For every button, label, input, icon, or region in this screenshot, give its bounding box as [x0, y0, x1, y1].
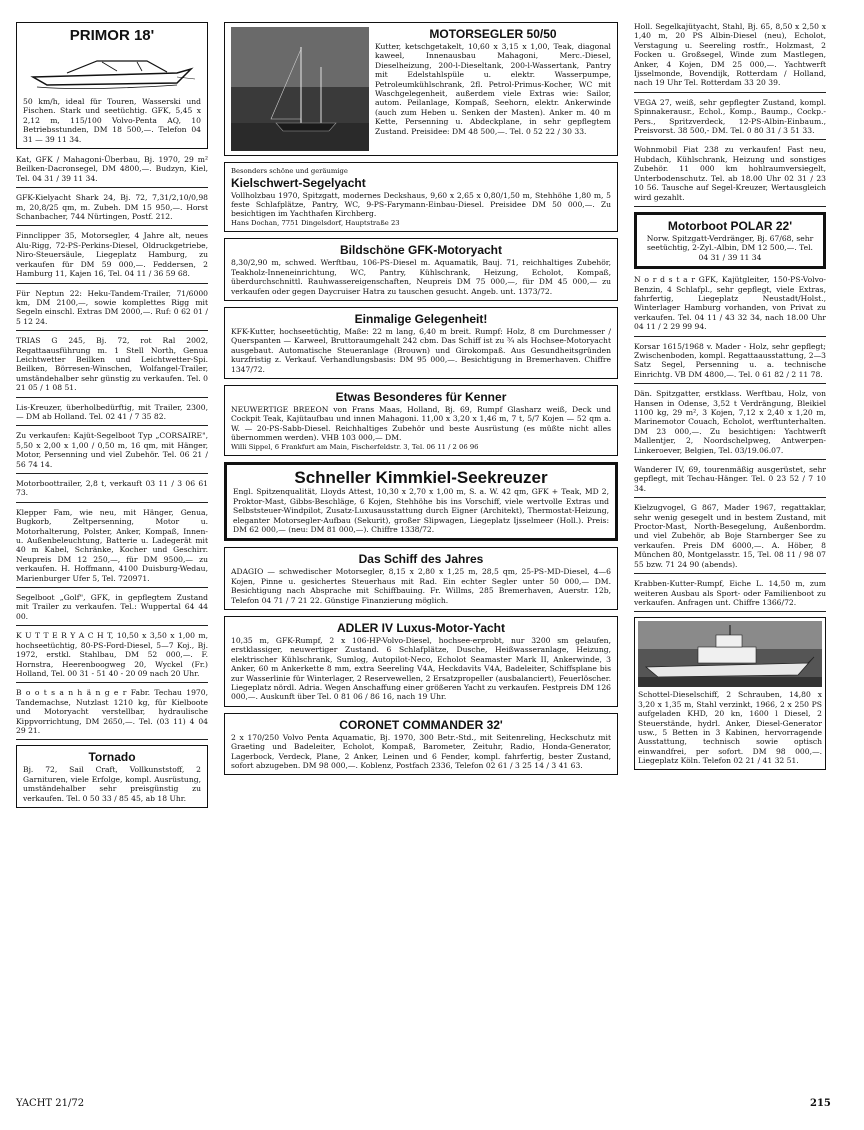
etwas-besonderes-title: Etwas Besonderes für Kenner [335, 390, 507, 405]
polar-ad [634, 212, 826, 269]
tornado-text: Bj. 72, Sail Craft, Vollkunststoff, 2 Garnituren, viele Erfolge, kompl. Ausrüstung, umständehalber sehr preisgünstig zu verkaufen. Tel. 0 50 33 / 85 45, ab 18 Uhr. [23, 765, 201, 803]
adler-text: 10,35 m, GFK-Rumpf, 2 x 106-HP-Volvo-Diesel, hochsee-erprobt, nur 3200 sm gelaufen, erstklassiger, neuwertiger Zustand. 6 Schlafplätze, Dusche, Heißwasseranlage, Heizung, elektrischer Kühlschrank, Sumlog, Autopilot-Neco, Echolot Seamaster Mark II, Ankerwinde, 3 Anker, 60 m Ankerkette 8 mm, extra Seereling V4A, Heckdavits V4A, Badeleiter, Schiffsplane bis zur Wasserlinie für Winterlager, 2 Reservewellen, 2 Ersatzpropeller (ausbalanciert), Feuerlöscher. Liegeplatz nördl. Adria. Wegen Anschaffung einer größeren Yacht zu verkaufen. Festpreis DM 126 000,—. Auskunft über Tel. 0 81 06 / 86 16, nach 19 Uhr. [231, 635, 611, 702]
etwas-besonderes-ad [224, 385, 618, 456]
classified-ad: Kielzugvogel, G 867, Mader 1967, regattaklar, sehr wenig gesegelt und in bestem Zustand, mit Proctor-Mast, North-Besegelung, Außenbordm. und viel Zubehör, ab Boje Starnberger See zu verkaufen. Preis DM 6000,—. A. Höber, 8 München 80, Montgelasstr. 15, Tel. 08 11 / 98 07 55 bzw. 71 24 90 (abends). [634, 503, 826, 574]
bildschoene-text: 8,30/2,90 m, schwed. Werftbau, 106-PS-Diesel m. Aquamatik, Bauj. 71, reichhaltiges Zubehör, Teakholz-Inneneinrichtung, WC, Pantry, Kühlschrank, Heizung, Echolot, Kompaß, überdurchschnittl. Rauhwassereigenschaften, Neupreis DM 75 000,—, für DM 45 000,— zu verkaufen oder gegen Daycruiser Hatra zu tauschen gesucht. Angeb. unt. 1373/72. [231, 258, 611, 296]
left-column [16, 22, 208, 814]
einmalige-title: Einmalige Gelegenheit! [354, 312, 488, 327]
tornado-title: Tornado [88, 750, 136, 765]
kimmkiel-ad [224, 462, 618, 541]
polar-title: Motorboot POLAR 22' [667, 218, 793, 233]
einmalige-ad [224, 307, 618, 379]
adler-title: ADLER IV Luxus-Motor-Yacht [336, 620, 505, 635]
schiff-des-jahres-text: ADAGIO — schwedischer Motorsegler, 8,15 x 2,80 x 1,25 m, 28,5 qm, 25-PS-MD-Diesel, 4—6 Kojen, Pinne u. gesichertes Steuerhaus mit Rad. Ein echter Segler unter 50 000,— DM. Besichtigung nach Absprache mit Schiffbauing. Fr. Willms, 285 Bremerhaven, Auerstr. 12b, Telefon 04 71 / 7 21 22. Günstige Finanzierung möglich. [231, 567, 611, 605]
classified-ad: Zu verkaufen: Kajüt-Segelboot Typ „CORSAIRE", 5,50 x 2,00 x 1,00 / 0,50 m, 16 qm, mit Hänger, Motor, Persenning und viel Zubehör. Tel. 06 21 / 56 74 14. [16, 431, 208, 474]
kielschwert-pretitle: Besonders schöne und geräumige [231, 167, 348, 175]
classified-ad: GFK-Kielyacht Shark 24, Bj. 72, 7,31/2,10/0,98 m, 20,8/25 qm, m. Zubeh. DM 15 950,—. Horst Schanbacher, 744 Nürtingen, Postf. 212. [16, 193, 208, 226]
motorship-photo [638, 621, 822, 687]
classified-ad: Wanderer IV, 69, tourenmäßig ausgerüstet, sehr gepflegt, mit Techau-Hänger. Tel. 0 23 52 / 7 10 34. [634, 465, 826, 498]
primor-ad [16, 22, 208, 149]
classified-ad: B o o t s a n h ä n g e r Fabr. Techau 1970, Tandemachse, Nutzlast 1210 kg, für Kielboote und Motoryacht verstellbar, hydraulische Kippvorrichtung, DM 2650,—. Tel. (03 11) 4 04 29 21. [16, 688, 208, 740]
schottel-text: Schottel-Dieselschiff, 2 Schrauben, 14,80 x 3,20 x 1,35 m, Stahl verzinkt, 1966, 2 x 250 PS aufgeladen KHD, 20 kn, 1600 l Diesel, 2 Steuerstände, hydrl. Anker, Diesel-Generator usw., 5 Betten in 3 Kabinen, hervorragende Ausstattung, technisch sowie optisch einwandfrei, per sofort. DM 98 000,—. Liegeplatz Köln. Telefon 02 21 / 41 32 51. [638, 690, 822, 766]
classified-ad: Für Neptun 22: Heku-Tandem-Trailer, 71/6000 km, DM 2100,—, sowie komplettes Rigg mit Segeln einschl. Extras DM 2000,—. Ruf: 0 62 01 / 5 12 24. [16, 289, 208, 332]
classified-ad: Holl. Segelkajütyacht, Stahl, Bj. 65, 8,50 x 2,50 x 1,40 m, 20 PS Albin-Diesel (neu), Echolot, Verstagung u. Seereling rostfr., Holzmast, 2 Focken u. Großsegel, Winde zum Mastlegen, Anker, 4 Kojen, DM 25 000,—. Yachtwerft Ijsselmonde, Bovendijk, Rotterdam / Holland, nach 19 Uhr Tel. Rotterdam 33 20 39. [634, 22, 826, 93]
classified-ad: N o r d s t a r GFK, Kajütgleiter, 150-PS-Volvo-Benzin, 4 Schlafpl., sehr gepflegt, viele Extras, fahrfertig, Liegeplatz Neustadt/Holst., Winterlager Hamburg vorhanden, von Privat zu verkaufen. Tel. 04 11 / 43 32 34, nach 18.00 Uhr 04 11 / 2 29 99 94. [634, 275, 826, 336]
motorsegler-ad [224, 22, 618, 156]
classified-ad: Finnclipper 35, Motorsegler, 4 Jahre alt, neues Alu-Rigg, 72-PS-Perkins-Diesel, Oldruckgetriebe, Niro-Steuersäule, Liegeplatz Hamburg, zu verkaufen für DM 59 000,—. Feddersen, 2 Hamburg 11, Kajen 16, Tel. 04 11 / 36 59 68. [16, 231, 208, 283]
schottel-ad [634, 617, 826, 769]
classified-ad: VEGA 27, weiß, sehr gepflegter Zustand, kompl. Spinnakerausr., Echol., Komp., Baump., Cockp.-Pers., Spritzverdeck, 12-PS-Albin-Einbaum., Preisvorst. 38 500,- DM. Tel. 0 80 31 / 3 51 33. [634, 98, 826, 141]
primor-text: 50 km/h, ideal für Touren, Wasserski und Fischen. Stark und seetüchtig. GFK, 5,45 x 2,12 m, 115/100 Volvo-Penta AQ, 10 Betriebsstunden, DM 18 500,—. Telefon 04 31 — 39 11 34. [23, 97, 201, 144]
classified-ad: Klepper Fam, wie neu, mit Hänger, Genua, Bugkorb, Zeltpersenning, Motor u. Motorhalterung, Polster, Anker, Kompaß, Innen- u. Außenbeleuchtung, Batterie u. Ladegerät mit 40 m Kabel, Schränke, Kocher und Geschirr. Neupreis DM 12 250,—, für DM 9500,— zu verkaufen. H. Hoffmann, 4100 Duisburg-Wedau, Marienburger Ufer 5, Tel. 720971. [16, 508, 208, 588]
kielschwert-title: Kielschwert-Segelyacht [231, 175, 366, 190]
issue-label: YACHT 21/72 [16, 1098, 85, 1109]
etwas-besonderes-text: NEUWERTIGE BREEON von Frans Maas, Holland, Bj. 69, Rumpf Glasharz weiß, Deck und Cockpit Teak, Kajütaufbau und innen Mahagoni. 11,00 x 3,20 x 1,46 m, 7 t, 5/7 Kojen — 52 qm a. W. — 20-PS-Sabb-Diesel. Reichhaltiges Zubehör und beste Ausrüstung (es müßte nicht alles übernommen werden). VHB 103 000,— DM. [231, 405, 611, 443]
classified-ad: Segelboot „Golf", GFK, in gepflegtem Zustand mit Trailer zu verkaufen. Tel.: Wuppertal 64 44 00. [16, 593, 208, 626]
sailboat-photo [231, 27, 369, 151]
motorboat-illustration [27, 47, 197, 93]
bildschoene-title: Bildschöne GFK-Motoryacht [339, 243, 502, 258]
coronet-title: CORONET COMMANDER 32' [339, 717, 503, 732]
schiff-des-jahres-ad [224, 547, 618, 610]
kielschwert-text: Vollholzbau 1970, Spitzgatt, modernes Deckshaus, 9,60 x 2,65 x 0,80/1,50 m, Stehhöhe 1,80 m, 5 feste Schlafplätze, Pantry, WC, 9-PS-Farymann-Einbau-Diesel. Preisidee DM 50 000,—. Zu besichtigen im Yachthafen Kirchberg. [231, 190, 611, 219]
classified-ad: Wohnmobil Fiat 238 zu verkaufen! Fast neu, Hubdach, Kühlschrank, Heizung und sonstiges Zubehör. 11 000 km hohlraumversiegelt, Unterbodenschutz. Tel. ab 18.00 Uhr 02 31 / 23 10 56. Tausche auf Segel-Kreuzer, Wertausgleich wird gezahlt. [634, 145, 826, 206]
right-column [634, 22, 826, 776]
bildschoene-ad [224, 238, 618, 301]
schiff-des-jahres-title: Das Schiff des Jahres [358, 552, 484, 567]
classified-ad: Krabben-Kutter-Rumpf, Eiche L. 14,50 m, zum weiteren Ausbau als Sport- oder Familienboot zu verkaufen. Anfragen unt. Chiffre 1366/72. [634, 579, 826, 612]
coronet-text: 2 x 170/250 Volvo Penta Aquamatic, Bj. 1970, 300 Betr.-Std., mit Seitenreling, Heckschutz mit Graeting und Badeleiter, Echolot, Kompaß, Barometer, Zeituhr, Radio, Honda-Generator, Lagerbock, Verdeck, Plane, 2 Anker, Leinen und 6 Fender, kompl. fahrfertig, bester Zustand, sofort abzugeben. DM 98 000,—. Koblenz, Postfach 2336, Telefon 02 61 / 3 25 14 / 3 41 63. [231, 732, 611, 770]
classified-ad: Motorboottrailer, 2,8 t, verkauft 03 11 / 3 06 61 73. [16, 479, 208, 503]
classified-ad: Lis-Kreuzer, überholbedürftig, mit Trailer, 2300,— DM ab Holland. Tel. 02 41 / 7 35 82. [16, 403, 208, 427]
kimmkiel-title: Schneller Kimmkiel-Seekreuzer [294, 468, 548, 488]
classified-ad: Kat, GFK / Mahagoni-Überbau, Bj. 1970, 29 m² Beilken-Dacronsegel, DM 4800,—. Budzyn, Kiel, Tel. 04 31 / 39 11 34. [16, 155, 208, 188]
classified-ad: Dän. Spitzgatter, erstklass. Werftbau, Holz, von Hansen in Odense, 3,52 t Verdrängung, Bleikiel 1100 kg, 29 m², 3 Kojen, 7,12 x 2,40 x 1,20 m, Marinemotor Couach, Echolot, werftunterhalten. DM 23 000,—. Zu besichtigen: Yachtwerft Mallentjer, 2, Noordschelpweg, Antwerpen-Linkeroever, Belgien, Tel. 03/19.06.07. [634, 389, 826, 460]
primor-title: PRIMOR 18' [69, 27, 155, 44]
kielschwert-ad [224, 162, 618, 232]
page-number: 215 [810, 1098, 831, 1109]
kielschwert-contact: Hans Dochan, 7751 Dingelsdorf, Hauptstraße 23 [231, 218, 400, 227]
etwas-besonderes-contact: Willi Sippel, 6 Frankfurt am Main, Fischerfeldstr. 3, Tel. 06 11 / 2 06 96 [231, 442, 479, 451]
coronet-ad [224, 713, 618, 776]
classified-ad: Korsar 1615/1968 v. Mader - Holz, sehr gepflegt; Zwischenboden, kompl. Regattaausstattung, 2—3 Satz Segel, Persenning u. a. technische Einrichtg. VB DM 4800,—. Tel. 0 61 82 / 2 11 78. [634, 342, 826, 385]
polar-text: Norw. Spitzgatt-Verdränger, Bj. 67/68, sehr seetüchtig, 2-Zyl.-Albin, DM 12 500,—. Tel. 04 31 / 39 11 34 [646, 233, 814, 262]
classified-ad: K U T T E R Y A C H T, 10,50 x 3,50 x 1,00 m, hochseetüchtig, 80-PS-Ford-Diesel, 5—7 Koj., Bj. 1972, erstkl. Stahlbau, DM 52 000,—. F. Hornstra, Heerenboogweg 20, Wyckel (Fr.) Holland, Tel. 00 31 - 51 40 - 20 09 nach 20 Uhr. [16, 631, 208, 683]
classified-ad: TRIAS G 245, Bj. 72, rot Ral 2002, Regattaausführung m. 1 Stell North, Genua Leichtwetter Beilken und Leichtwetter-Spi. Beilken, Börresen-Winschen, Wolfangel-Trailer, umständehalber sehr günstig zu verkaufen. Tel. 0 21 05 / 1 08 51. [16, 336, 208, 397]
middle-column [224, 22, 618, 781]
einmalige-text: KFK-Kutter, hochseetüchtig, Maße: 22 m lang, 6,40 m breit. Rumpf: Holz, 8 cm Durchmesser / Querspanten — Karweel, Bruttoraumgehalt 242 cbm. Das Schiff ist zu ¾ als Hochsee-Motoryacht ausgebaut. Automatische Steueranlage (Brouwn) und Girokompaß. Aus Gesundheitsgründen kurzfristig z. Verkauf. Verhandlungsbasis: DM 95 000,—. Besichtigung in Bremerhaven. Chiffre 1347/72. [231, 327, 611, 374]
tornado-ad [16, 745, 208, 808]
motorsegler-title: MOTORSEGLER 50/50 [429, 27, 557, 41]
kimmkiel-text: Engl. Spitzenqualität, Lloyds Attest, 10,30 x 2,70 x 1,00 m, S. a. W. 42 qm, GFK + Teak, MD 2, Proktor-Mast, Gibbs-Beschläge, 6 Kojen, Stehhöhe bis ins Vorschiff, viele wertvolle Extras und Selbststeuer-Windpilot, Zusatz-Luxusausstattung durch Eigner (Architekt), Thermostat-Heizung, eleganter Motorsegler-Aufbau (Sekurit), großer Slipwagen, Liegeplatz Ijsselmeer (Holl.). Preis: DM 62 000,— (neu: DM 81 000,—). Chiffre 1338/72. [233, 487, 609, 534]
adler-ad [224, 616, 618, 707]
motorsegler-text: Kutter, ketschgetakelt, 10,60 x 3,15 x 1,00, Teak, diagonal kaweel, Innenausbau Mahagoni, Merc.-Diesel, Dieselheizung, 200-l-Dieseltank, 200-l-Wassertank, Pantry mit Edelstahlspüle u. elektr. Wasserpumpe, Petroleumkühlschrank, 2fl. Petrol-Primus-Kocher, WC mit Waschgelegenheit, außerdem viele Extras wie: Sailor, autom. Peilanlage, Kompaß, Seehorn, elektr. Ankerwinde (auch zum Heben u. Senken der Masten). Anker m. 40 m Kette, Persenning u. Abdeckplane, in sehr gepflegtem Zustand. Preisidee: DM 48 500,—. Tel. 0 52 22 / 30 33. [375, 42, 611, 136]
